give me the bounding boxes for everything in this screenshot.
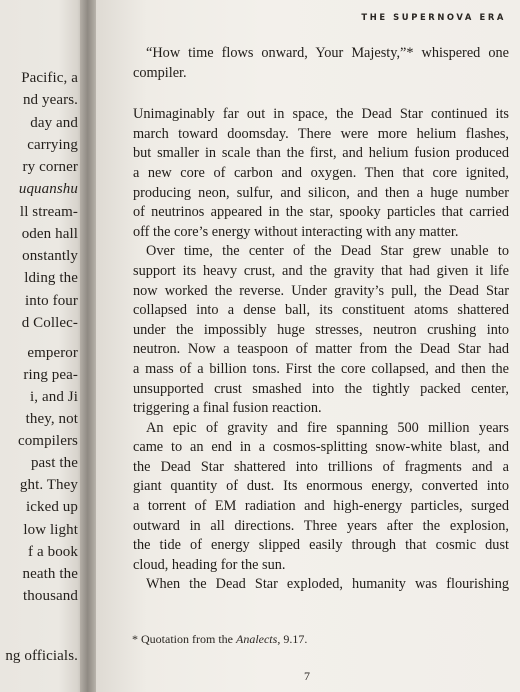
text-line: giant quantity of dust. Its enormous energy, converted into: [133, 478, 509, 495]
right-page: [96, 0, 520, 692]
left-page-line: lding the: [24, 270, 78, 286]
left-page-line: low light: [23, 522, 78, 538]
left-page-line: i, and Ji: [30, 389, 78, 405]
left-page: [0, 0, 84, 692]
footnote: [132, 632, 307, 647]
footnote-title: Analects: [235, 632, 278, 646]
left-page-line: oden hall: [21, 226, 78, 242]
left-page-line: uquanshu: [18, 181, 78, 197]
left-page-line: Pacific, a: [21, 70, 78, 86]
text-line: collapsed into a dense ball, its constituent atoms shattered: [133, 302, 509, 319]
footnote-prefix: * Quotation from the: [132, 632, 236, 646]
text-line: producing neon, sulfur, and silicon, and then a huge number: [133, 184, 509, 201]
text-line: of neutrinos appeared in the star, spooky particles that carried: [133, 204, 509, 221]
left-page-line: past the: [30, 455, 78, 471]
text-line: cloud, heading for the sun.: [133, 556, 286, 573]
text-line: under the impossibly huge stresses, neutron crushing into: [133, 321, 509, 338]
text-line: An epic of gravity and fire spanning 500 million years: [146, 419, 509, 436]
left-page-line: d Collec-: [21, 315, 78, 331]
text-line: a new core of carbon and oxygen. Then that core ignited,: [133, 164, 509, 181]
page-number: 7: [304, 669, 310, 683]
text-line: Over time, the center of the Dead Star grew unable to: [146, 243, 509, 260]
left-page-line: into four: [25, 293, 78, 309]
left-page-line: ring pea-: [23, 367, 78, 383]
text-line: came to an end in a cosmos-splitting snow-white blast, and: [133, 439, 509, 456]
left-page-line: compilers: [17, 433, 78, 449]
footnote-suffix: , 9.17.: [277, 632, 308, 646]
left-page-line: ll stream-: [19, 204, 78, 220]
left-page-line: ry corner: [22, 159, 78, 175]
left-page-line: f a book: [28, 544, 78, 560]
text-line: march toward doomsday. There were more helium flashes,: [133, 125, 509, 142]
text-line: but smaller in scale than the first, and helium fusion produced: [133, 145, 509, 162]
body-text: [133, 44, 509, 595]
running-head: THE SUPERNOVA ERA: [361, 12, 506, 22]
text-line: the tide of energy slipped easily through that cosmic dust: [133, 537, 509, 554]
left-page-line: thousand: [23, 588, 78, 604]
left-page-line: onstantly: [22, 248, 78, 264]
left-page-line: emperor: [27, 345, 78, 361]
text-line: a torrent of EM radiation and high-energy particles, surged: [133, 498, 509, 515]
left-page-line: nd years.: [22, 92, 78, 108]
text-line: support its heavy crust, and the gravity that had given it life: [133, 262, 509, 279]
text-line: neutron. Now a teaspoon of matter from the Dead Star had: [133, 341, 509, 358]
left-page-line: ng officials.: [5, 648, 78, 664]
text-line: compiler.: [133, 64, 187, 81]
text-line: Unimaginably far out in space, the Dead Star continued its: [133, 106, 509, 123]
left-page-line: day and: [30, 115, 78, 131]
text-line: a mass of a billion tons. First the core collapsed, and then the: [133, 360, 509, 377]
left-page-line: icked up: [25, 499, 78, 515]
text-line: now worked the reverse. Under gravity’s pull, the Dead Star: [133, 282, 509, 299]
text-line: the Dead Star shattered into trillions of fragments and a: [133, 458, 509, 475]
left-page-line: carrying: [27, 137, 78, 153]
left-page-line: neath the: [22, 566, 78, 582]
left-page-line: ght. They: [19, 477, 78, 493]
left-page-line: they, not: [25, 411, 78, 427]
text-line: “How time flows onward, Your Majesty,”* whispered one: [146, 45, 509, 61]
text-line: outward in all directions. Three years after the explosion,: [133, 517, 509, 534]
text-line: unsupported crust smashed into the tightly packed center,: [133, 380, 509, 397]
text-line: When the Dead Star exploded, humanity was flourishing: [146, 576, 509, 593]
text-line: off the core’s energy without interacting with any matter.: [133, 223, 459, 240]
text-line: triggering a final fusion reaction.: [133, 400, 322, 417]
section-break: [133, 83, 509, 105]
